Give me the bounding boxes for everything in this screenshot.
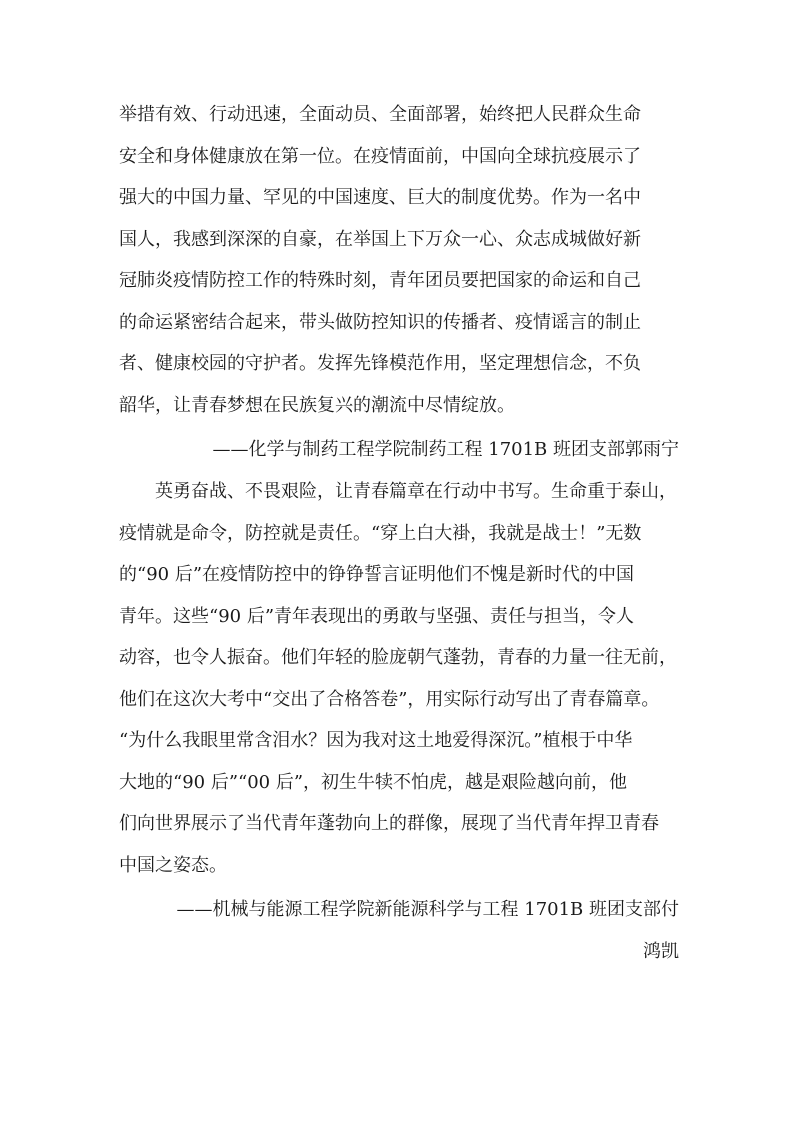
paragraph-line: “为什么我眼里常含泪水？因为我对这土地爱得深沉。”植根于中华 — [119, 730, 633, 751]
paragraph-line: 韶华，让青春梦想在民族复兴的潮流中尽情绽放。 — [119, 394, 515, 416]
paragraph-line: 举措有效、行动迅速，全面动员、全面部署，始终把人民群众生命 — [119, 104, 641, 125]
signature-1 — [119, 433, 679, 475]
paragraph-line: 的命运紧密结合起来，带头做防控知识的传播者、疫情谣言的制止 — [119, 311, 641, 333]
paragraph-line: 中国之姿态。 — [119, 854, 227, 876]
paragraph-line: 者、健康校园的守护者。发挥先锋模范作用，坚定理想信念，不负 — [119, 353, 641, 374]
paragraph-line: 们向世界展示了当代青年蓬勃向上的群像，展现了当代青年捍卫青春 — [119, 813, 659, 834]
paragraph-line: 英勇奋战、不畏艰险，让青春篇章在行动中书写。生命重于泰山， — [155, 481, 677, 502]
signature-line: 鸿凯 — [643, 940, 679, 962]
paragraph-line: 大地的“90 后”“00 后”，初生牛犊不怕虎，越是艰险越向前，他 — [119, 771, 628, 793]
signature-2 — [119, 893, 679, 976]
paragraph-line: 他们在这次大考中“交出了合格答卷”，用实际行动写出了青春篇章。 — [119, 688, 660, 710]
signature-line: ——机械与能源工程学院新能源科学与工程 1701B 班团支部付 — [176, 899, 679, 920]
paragraph-1 — [119, 98, 679, 430]
paragraph-line: 动容，也令人振奋。他们年轻的脸庞朝气蓬勃，青春的力量一往无前， — [119, 647, 677, 668]
signature-line: ——化学与制药工程学院制药工程 1701B 班团支部郭雨宁 — [212, 439, 679, 460]
paragraph-line: 的“90 后”在疫情防控中的铮铮誓言证明他们不愧是新时代的中国 — [119, 564, 635, 585]
paragraph-line: 国人，我感到深深的自豪，在举国上下万众一心、众志成城做好新 — [119, 228, 641, 250]
paragraph-line: 青年。这些“90 后”青年表现出的勇敢与坚强、责任与担当，令人 — [119, 605, 635, 627]
paragraph-line: 疫情就是命令，防控就是责任。“穿上白大褂，我就是战士！”无数 — [119, 522, 642, 544]
paragraph-line: 强大的中国力量、罕见的中国速度、巨大的制度优势。作为一名中 — [119, 187, 641, 208]
paragraph-line: 安全和身体健康放在第一位。在疫情面前，中国向全球抗疫展示了 — [119, 145, 641, 167]
paragraph-2 — [119, 475, 679, 890]
paragraph-line: 冠肺炎疫情防控工作的特殊时刻，青年团员要把国家的命运和自己 — [119, 270, 641, 291]
